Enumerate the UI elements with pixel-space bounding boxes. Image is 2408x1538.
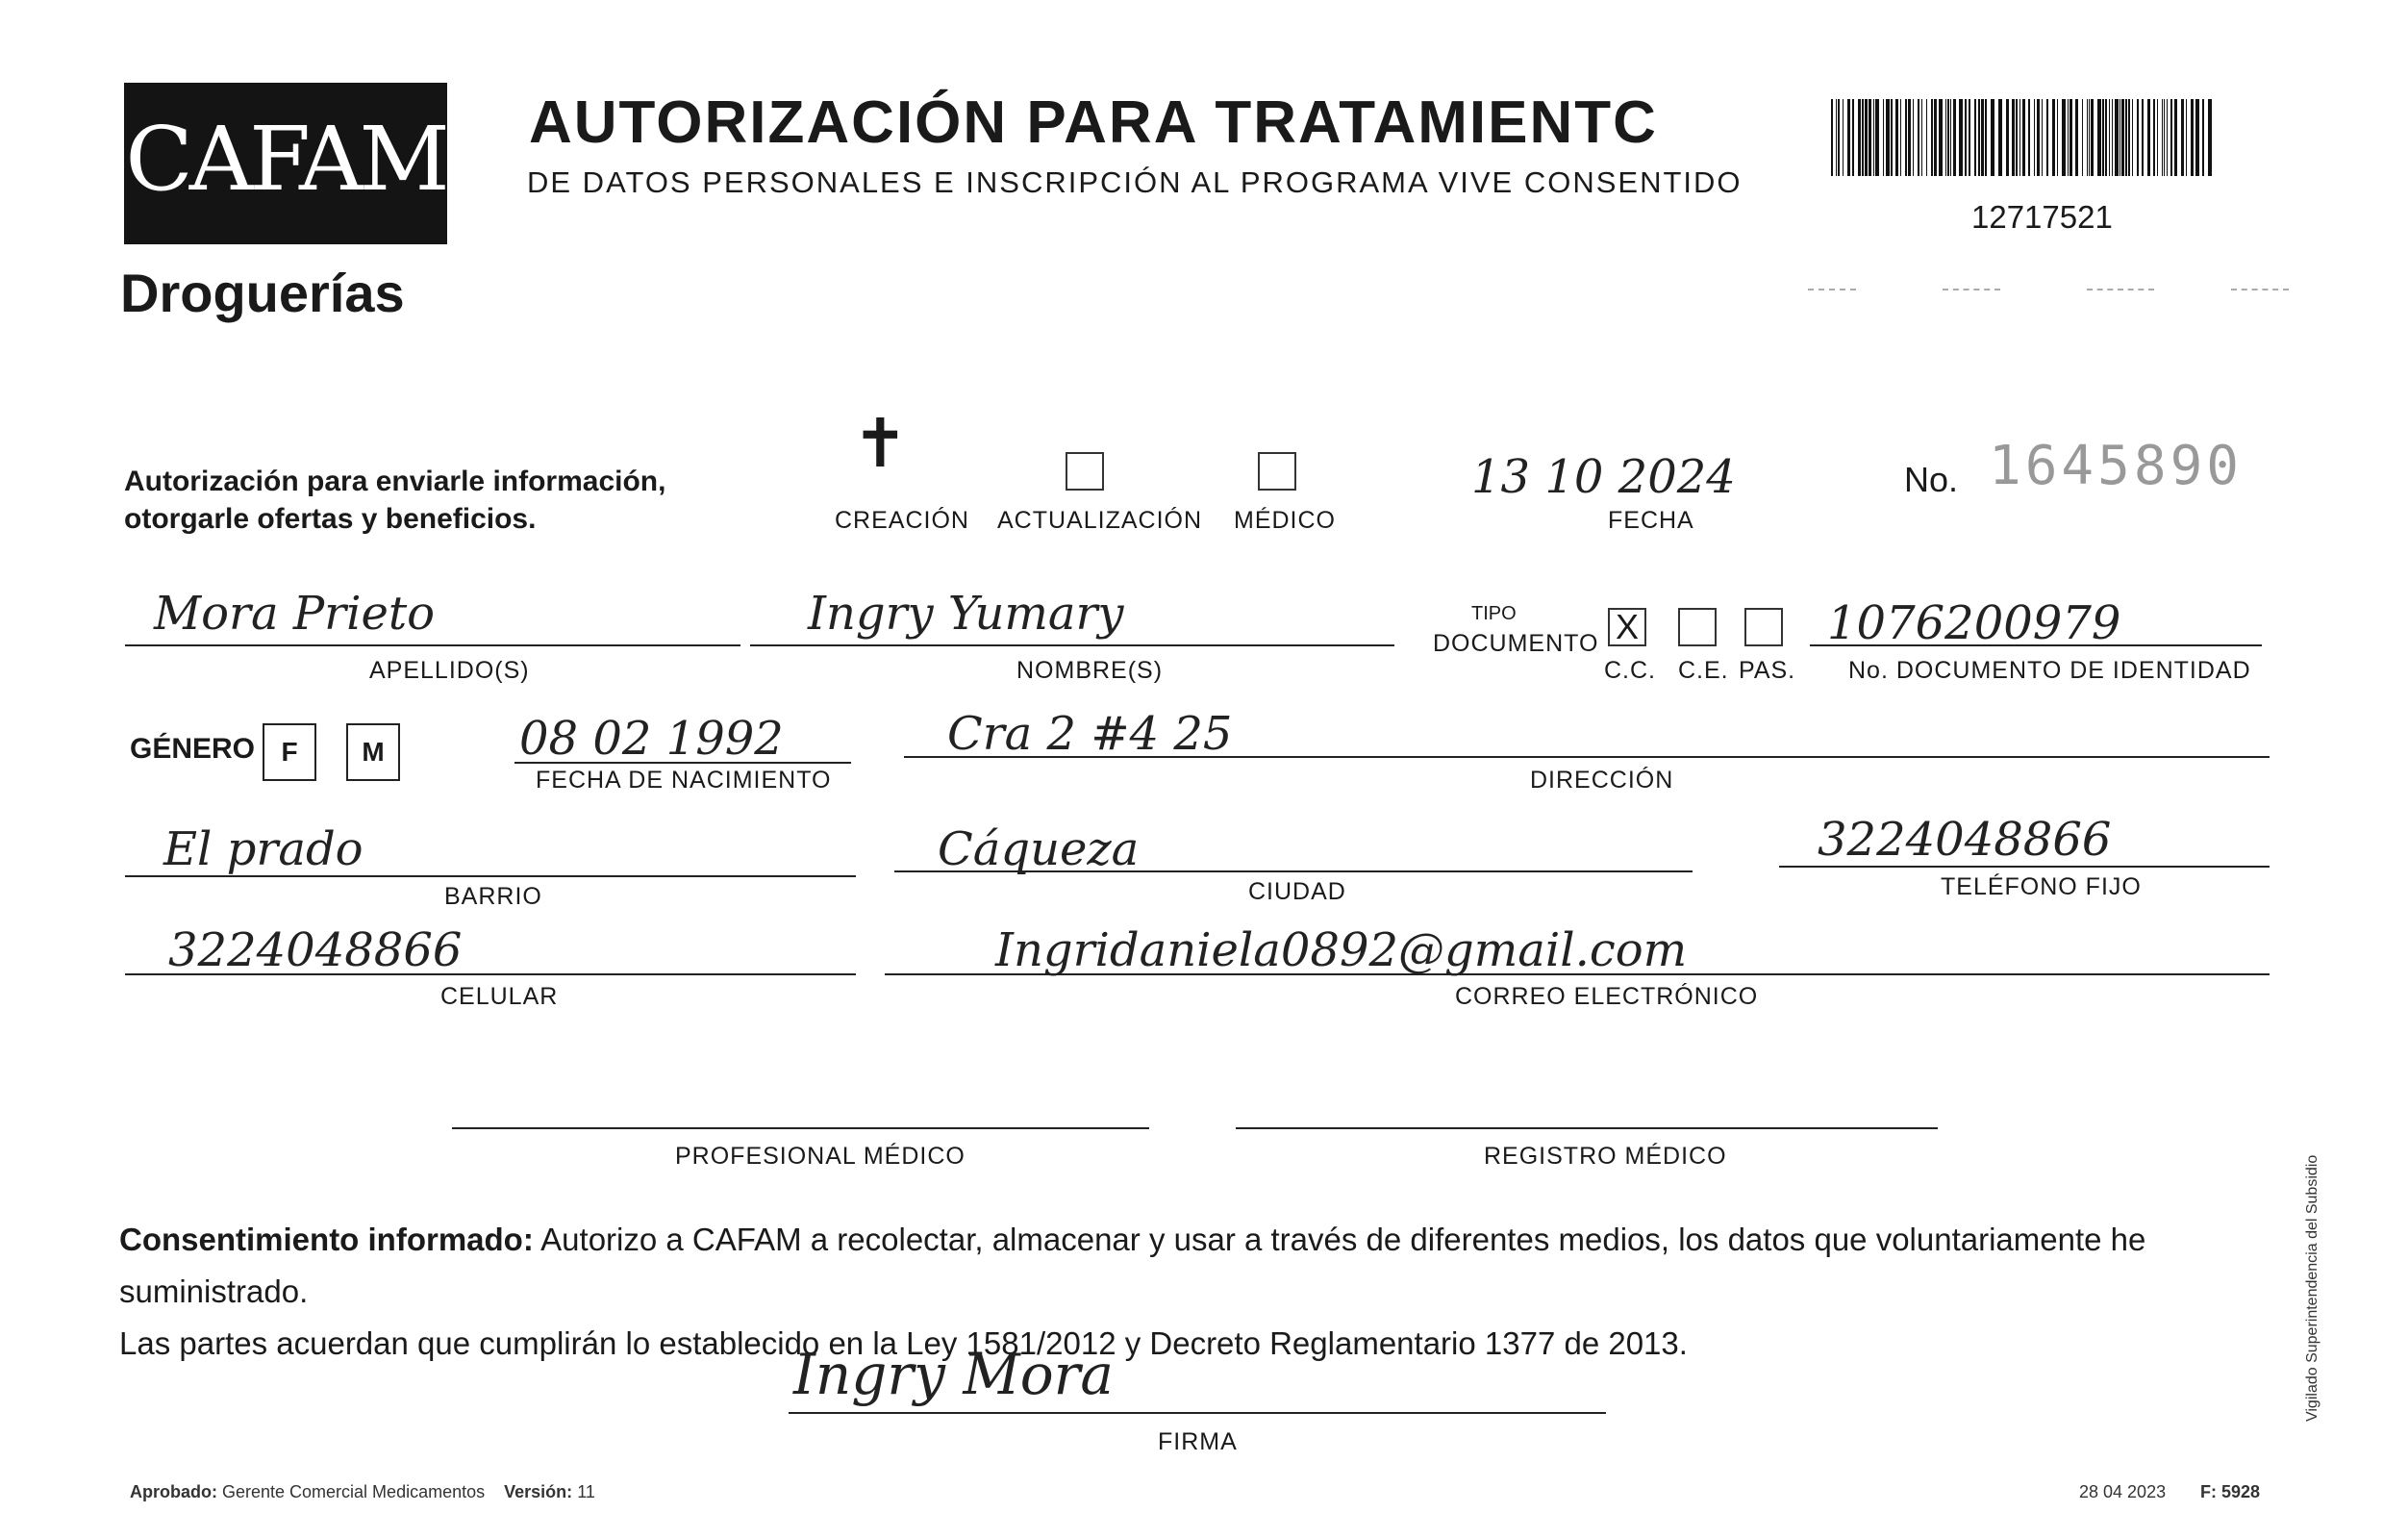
barcode-bar: [2112, 99, 2113, 176]
consent-bold: Consentimiento informado:: [119, 1222, 534, 1257]
brand-subtitle: Droguerías: [120, 263, 405, 323]
doc-number-label: No. DOCUMENTO DE IDENTIDAD: [1848, 657, 2251, 684]
names-label: NOMBRE(S): [1016, 657, 1164, 684]
option-medico: MÉDICO: [1234, 507, 1336, 534]
actualizacion-checkbox[interactable]: [1066, 452, 1104, 491]
gender-f-box[interactable]: F: [263, 723, 316, 781]
barcode-bar: [1959, 99, 1963, 176]
birth-date-label: FECHA DE NACIMIENTO: [536, 767, 832, 794]
medico-checkbox[interactable]: [1258, 452, 1296, 491]
creation-mark: ✝: [852, 404, 909, 483]
barcode-bar: [2052, 99, 2055, 176]
barcode-bar: [2069, 99, 2072, 176]
date-value[interactable]: 13 10 2024: [1471, 450, 1736, 504]
barcode-bar: [1978, 99, 1980, 176]
side-vigilado-text: Vigilado Superintendencia del Subsidio: [2304, 1154, 2320, 1422]
cc-checkbox[interactable]: X: [1608, 608, 1646, 646]
barcode-bar: [1908, 99, 1911, 176]
pas-checkbox[interactable]: [1744, 608, 1783, 646]
doc-type-label-2: DOCUMENTO: [1433, 630, 1599, 657]
barcode-bar: [2157, 99, 2158, 176]
barrio-label: BARRIO: [444, 883, 542, 910]
barcode-bar: [2142, 99, 2144, 176]
barcode-bar: [2037, 99, 2040, 176]
barrio-value[interactable]: El prado: [163, 822, 364, 876]
gender-m-box[interactable]: M: [346, 723, 400, 781]
phone-value[interactable]: 3224048866: [1818, 813, 2112, 867]
barcode-bar: [1891, 99, 1893, 176]
barcode-bar: [1926, 99, 1927, 176]
barcode-bar: [1969, 99, 1970, 176]
doc-number-value[interactable]: 1076200979: [1827, 596, 2121, 650]
barcode-bar: [2082, 99, 2083, 176]
mobile-label: CELULAR: [440, 983, 559, 1010]
barcode-bar: [1981, 99, 1984, 176]
barcode-bar: [2046, 99, 2048, 176]
date-label: FECHA: [1608, 507, 1694, 534]
names-value[interactable]: Ingry Yumary: [808, 587, 1124, 641]
doc-type-cc: C.C.: [1604, 657, 1656, 684]
option-actualizacion: ACTUALIZACIÓN: [997, 507, 1203, 534]
barcode-bar: [1858, 99, 1861, 176]
gender-label: GÉNERO: [130, 733, 256, 765]
logo-text: CAFAM: [125, 108, 446, 211]
option-creacion: CREACIÓN: [835, 507, 969, 534]
barcode-bar: [2057, 99, 2058, 176]
barcode-bar: [2137, 99, 2139, 176]
barcode-bar: [1921, 99, 1922, 176]
barcode-bar: [1939, 99, 1943, 176]
barcode-bar: [1974, 99, 1976, 176]
barcode-bar: [2105, 99, 2107, 176]
barcode-bar: [2062, 99, 2066, 176]
barcode-bar: [1883, 99, 1884, 176]
barcode-bar: [2012, 99, 2015, 176]
barcode-bar: [2162, 99, 2163, 176]
barcode-bar: [1831, 99, 1833, 176]
form-number: 1645890: [1989, 435, 2244, 497]
surnames-value[interactable]: Mora Prieto: [154, 587, 436, 641]
number-prefix: No.: [1904, 460, 1959, 499]
barcode: [1831, 99, 2216, 176]
barcode-bar: [1945, 99, 1946, 176]
barcode-bar: [2022, 99, 2025, 176]
barcode-bar: [1900, 99, 1901, 176]
barcode-bar: [1934, 99, 1937, 176]
barcode-bar: [1862, 99, 1864, 176]
barcode-bar: [1875, 99, 1879, 176]
barcode-bar: [1998, 99, 2002, 176]
authorization-label-2: otorgarle ofertas y beneficios.: [124, 503, 537, 535]
barcode-bar: [1852, 99, 1854, 176]
barcode-bar: [2102, 99, 2104, 176]
barcode-bar: [1991, 99, 1994, 176]
barcode-bar: [2034, 99, 2035, 176]
barcode-bar: [2121, 99, 2124, 176]
barcode-bar: [2191, 99, 2194, 176]
barcode-bar: [1895, 99, 1898, 176]
city-label: CIUDAD: [1248, 878, 1346, 905]
signature-label: FIRMA: [1158, 1428, 1238, 1455]
footer-date: 28 04 2023: [2079, 1482, 2167, 1501]
consent-line-1: Autorizo a CAFAM a recolectar, almacenar y usar a través de diferentes medios, los datos que voluntariamente he suministrado.: [119, 1222, 2146, 1309]
doc-type-ce: C.E.: [1678, 657, 1729, 684]
barcode-number: 12717521: [1971, 199, 2113, 235]
address-value[interactable]: Cra 2 #4 25: [947, 707, 1233, 761]
barcode-bar: [1905, 99, 1907, 176]
barcode-bar: [2097, 99, 2101, 176]
email-value[interactable]: Ingridaniela0892@gmail.com: [995, 923, 1688, 977]
barcode-bar: [2091, 99, 2094, 176]
barcode-bar: [2132, 99, 2133, 176]
barcode-bar: [1843, 99, 1844, 176]
barcode-bar: [1838, 99, 1840, 176]
version-label: Versión:: [504, 1482, 573, 1501]
doc-type-pas: PAS.: [1739, 657, 1796, 684]
birth-date-value[interactable]: 08 02 1992: [519, 712, 784, 766]
approved-label: Aprobado:: [130, 1482, 217, 1501]
barcode-bar: [2170, 99, 2172, 176]
footer-form-code: F: 5928: [2200, 1482, 2261, 1501]
barcode-bar: [1913, 99, 1914, 176]
barcode-bar: [2202, 99, 2204, 176]
address-label: DIRECCIÓN: [1530, 767, 1674, 794]
barcode-bar: [2186, 99, 2187, 176]
version-value: 11: [577, 1482, 595, 1501]
barcode-bar: [2153, 99, 2155, 176]
barcode-bar: [2181, 99, 2184, 176]
approved-value: Gerente Comercial Medicamentos: [222, 1482, 486, 1501]
mobile-value[interactable]: 3224048866: [168, 923, 463, 977]
email-label: CORREO ELECTRÓNICO: [1455, 983, 1759, 1010]
barcode-bar: [1985, 99, 1987, 176]
barcode-bar: [1847, 99, 1850, 176]
barcode-bar: [2125, 99, 2127, 176]
registry-label: REGISTRO MÉDICO: [1484, 1143, 1727, 1170]
ce-checkbox[interactable]: [1678, 608, 1717, 646]
barcode-bar: [2016, 99, 2018, 176]
city-value[interactable]: Cáqueza: [938, 822, 1140, 876]
barcode-bar: [1865, 99, 1868, 176]
consent-line-2: Las partes acuerdan que cumplirán lo establecido en la Ley 1581/2012 y Decreto Reglamentario 1377 de 2013.: [119, 1325, 1688, 1361]
barcode-bar: [2042, 99, 2043, 176]
barcode-bar: [1931, 99, 1933, 176]
barcode-bar: [2089, 99, 2090, 176]
phone-label: TELÉFONO FIJO: [1941, 873, 2142, 900]
barcode-bar: [2115, 99, 2119, 176]
barcode-bar: [1953, 99, 1956, 176]
barcode-bar: [2128, 99, 2130, 176]
barcode-bar: [2195, 99, 2199, 176]
barcode-bar: [2028, 99, 2030, 176]
barcode-bar: [1950, 99, 1951, 176]
consent-text: [119, 1214, 2273, 1370]
barcode-bar: [2068, 99, 2069, 176]
barcode-bar: [1965, 99, 1967, 176]
barcode-bar: [2208, 99, 2212, 176]
form-title: AUTORIZACIÓN PARA TRATAMIENTC: [529, 89, 1658, 156]
barcode-bar: [2087, 99, 2088, 176]
barcode-bar: [1947, 99, 1949, 176]
footer-approved: [130, 1482, 595, 1502]
barcode-bar: [2006, 99, 2009, 176]
doc-type-label-1: TIPO: [1471, 603, 1517, 624]
authorization-label-1: Autorización para enviarle información,: [124, 466, 666, 497]
barcode-bar: [2075, 99, 2078, 176]
barcode-bar: [1836, 99, 1837, 176]
barcode-bar: [1873, 99, 1874, 176]
signature-value[interactable]: Ingry Mora: [793, 1342, 1114, 1407]
barcode-bar: [2019, 99, 2020, 176]
barcode-bar: [2147, 99, 2150, 176]
barcode-bar: [1886, 99, 1890, 176]
barcode-bar: [1918, 99, 1919, 176]
barcode-bar: [2109, 99, 2110, 176]
barcode-bar: [2174, 99, 2177, 176]
barcode-bar: [2167, 99, 2168, 176]
professional-label: PROFESIONAL MÉDICO: [675, 1143, 966, 1170]
barcode-bar: [1869, 99, 1871, 176]
form-subtitle: DE DATOS PERSONALES E INSCRIPCIÓN AL PROGRAMA VIVE CONSENTIDO: [527, 165, 1743, 199]
barcode-bar: [2164, 99, 2165, 176]
surnames-label: APELLIDO(S): [369, 657, 530, 684]
